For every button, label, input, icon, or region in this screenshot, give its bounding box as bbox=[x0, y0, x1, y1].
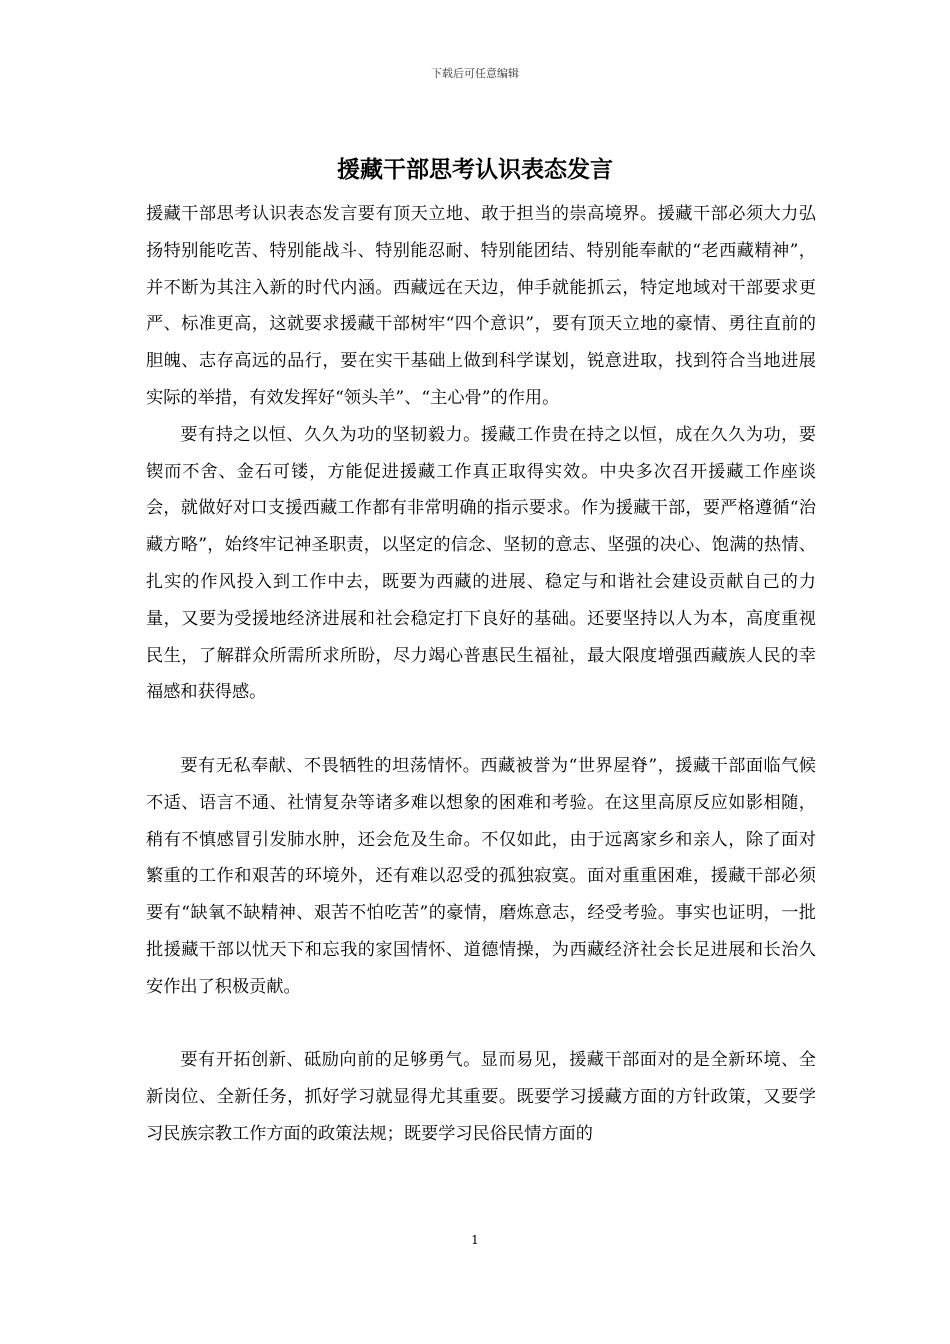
header-note: 下载后可任意编辑 bbox=[431, 67, 519, 80]
paragraph-3: 要有无私奉献、不畏牺牲的坦荡情怀。西藏被誉为“世界屋脊”，援藏干部面临气候不适、语言不通、社情复杂等诸多难以想象的困难和考验。在这里高原反应如影相随，稍有不慎感冒引发肺水肿，还会危及生命。不仅如此，由于远离家乡和亲人，除了面对繁重的工作和艰苦的环境外，还有难以忍受的孤独寂寞。面对重重困难，援藏干部必须要有“缺氧不缺精神、艰苦不怕吃苦”的豪情，磨炼意志，经受考验。事实也证明，一批批援藏干部以忧天下和忘我的家国情怀、道德情操，为西藏经济社会长足进展和长治久安作出了积极贡献。 bbox=[146, 755, 816, 997]
paragraph-2: 要有持之以恒、久久为功的坚韧毅力。援藏工作贵在持之以恒，成在久久为功，要锲而不舍、金石可镂，方能促进援藏工作真正取得实效。中央多次召开援藏工作座谈会，就做好对口支援西藏工作都有非常明确的指示要求。作为援藏干部，要严格遵循“治藏方略”，始终牢记神圣职责，以坚定的信念、坚韧的意志、坚强的决心、饱满的热情、扎实的作风投入到工作中去，既要为西藏的进展、稳定与和谐社会建设贡献自己的力量，又要为受援地经济进展和社会稳定打下良好的基础。还要坚持以人为本，高度重视民生，了解群众所需所求所盼，尽力竭心普惠民生福祉，最大限度增强西藏族人民的幸福感和获得感。 bbox=[146, 424, 816, 703]
document-title: 援藏干部思考认识表态发言 bbox=[337, 156, 613, 183]
paragraph-spacer bbox=[146, 1006, 816, 1043]
paragraph-4: 要有开拓创新、砥励向前的足够勇气。显而易见，援藏干部面对的是全新环境、全新岗位、全新任务，抓好学习就显得尤其重要。既要学习援藏方面的方针政策，又要学习民族宗教工作方面的政策法规；既要学习民俗民情方面的 bbox=[146, 1050, 816, 1144]
document-body bbox=[146, 196, 816, 1153]
paragraph-spacer bbox=[146, 711, 816, 748]
page-number: 1 bbox=[471, 1233, 479, 1247]
paragraph-1: 援藏干部思考认识表态发言要有顶天立地、敢于担当的崇高境界。援藏干部必须大力弘扬特别能吃苦、特别能战斗、特别能忍耐、特别能团结、特别能奉献的“老西藏精神”，并不断为其注入新的时代内涵。西藏远在天边，伸手就能抓云，特定地域对干部要求更严、标准更高，这就要求援藏干部树牢“四个意识”，要有顶天立地的豪情、勇往直前的胆魄、志存高远的品行，要在实干基础上做到科学谋划，锐意进取，找到符合当地进展实际的举措，有效发挥好“领头羊”、“主心骨”的作用。 bbox=[146, 204, 816, 408]
